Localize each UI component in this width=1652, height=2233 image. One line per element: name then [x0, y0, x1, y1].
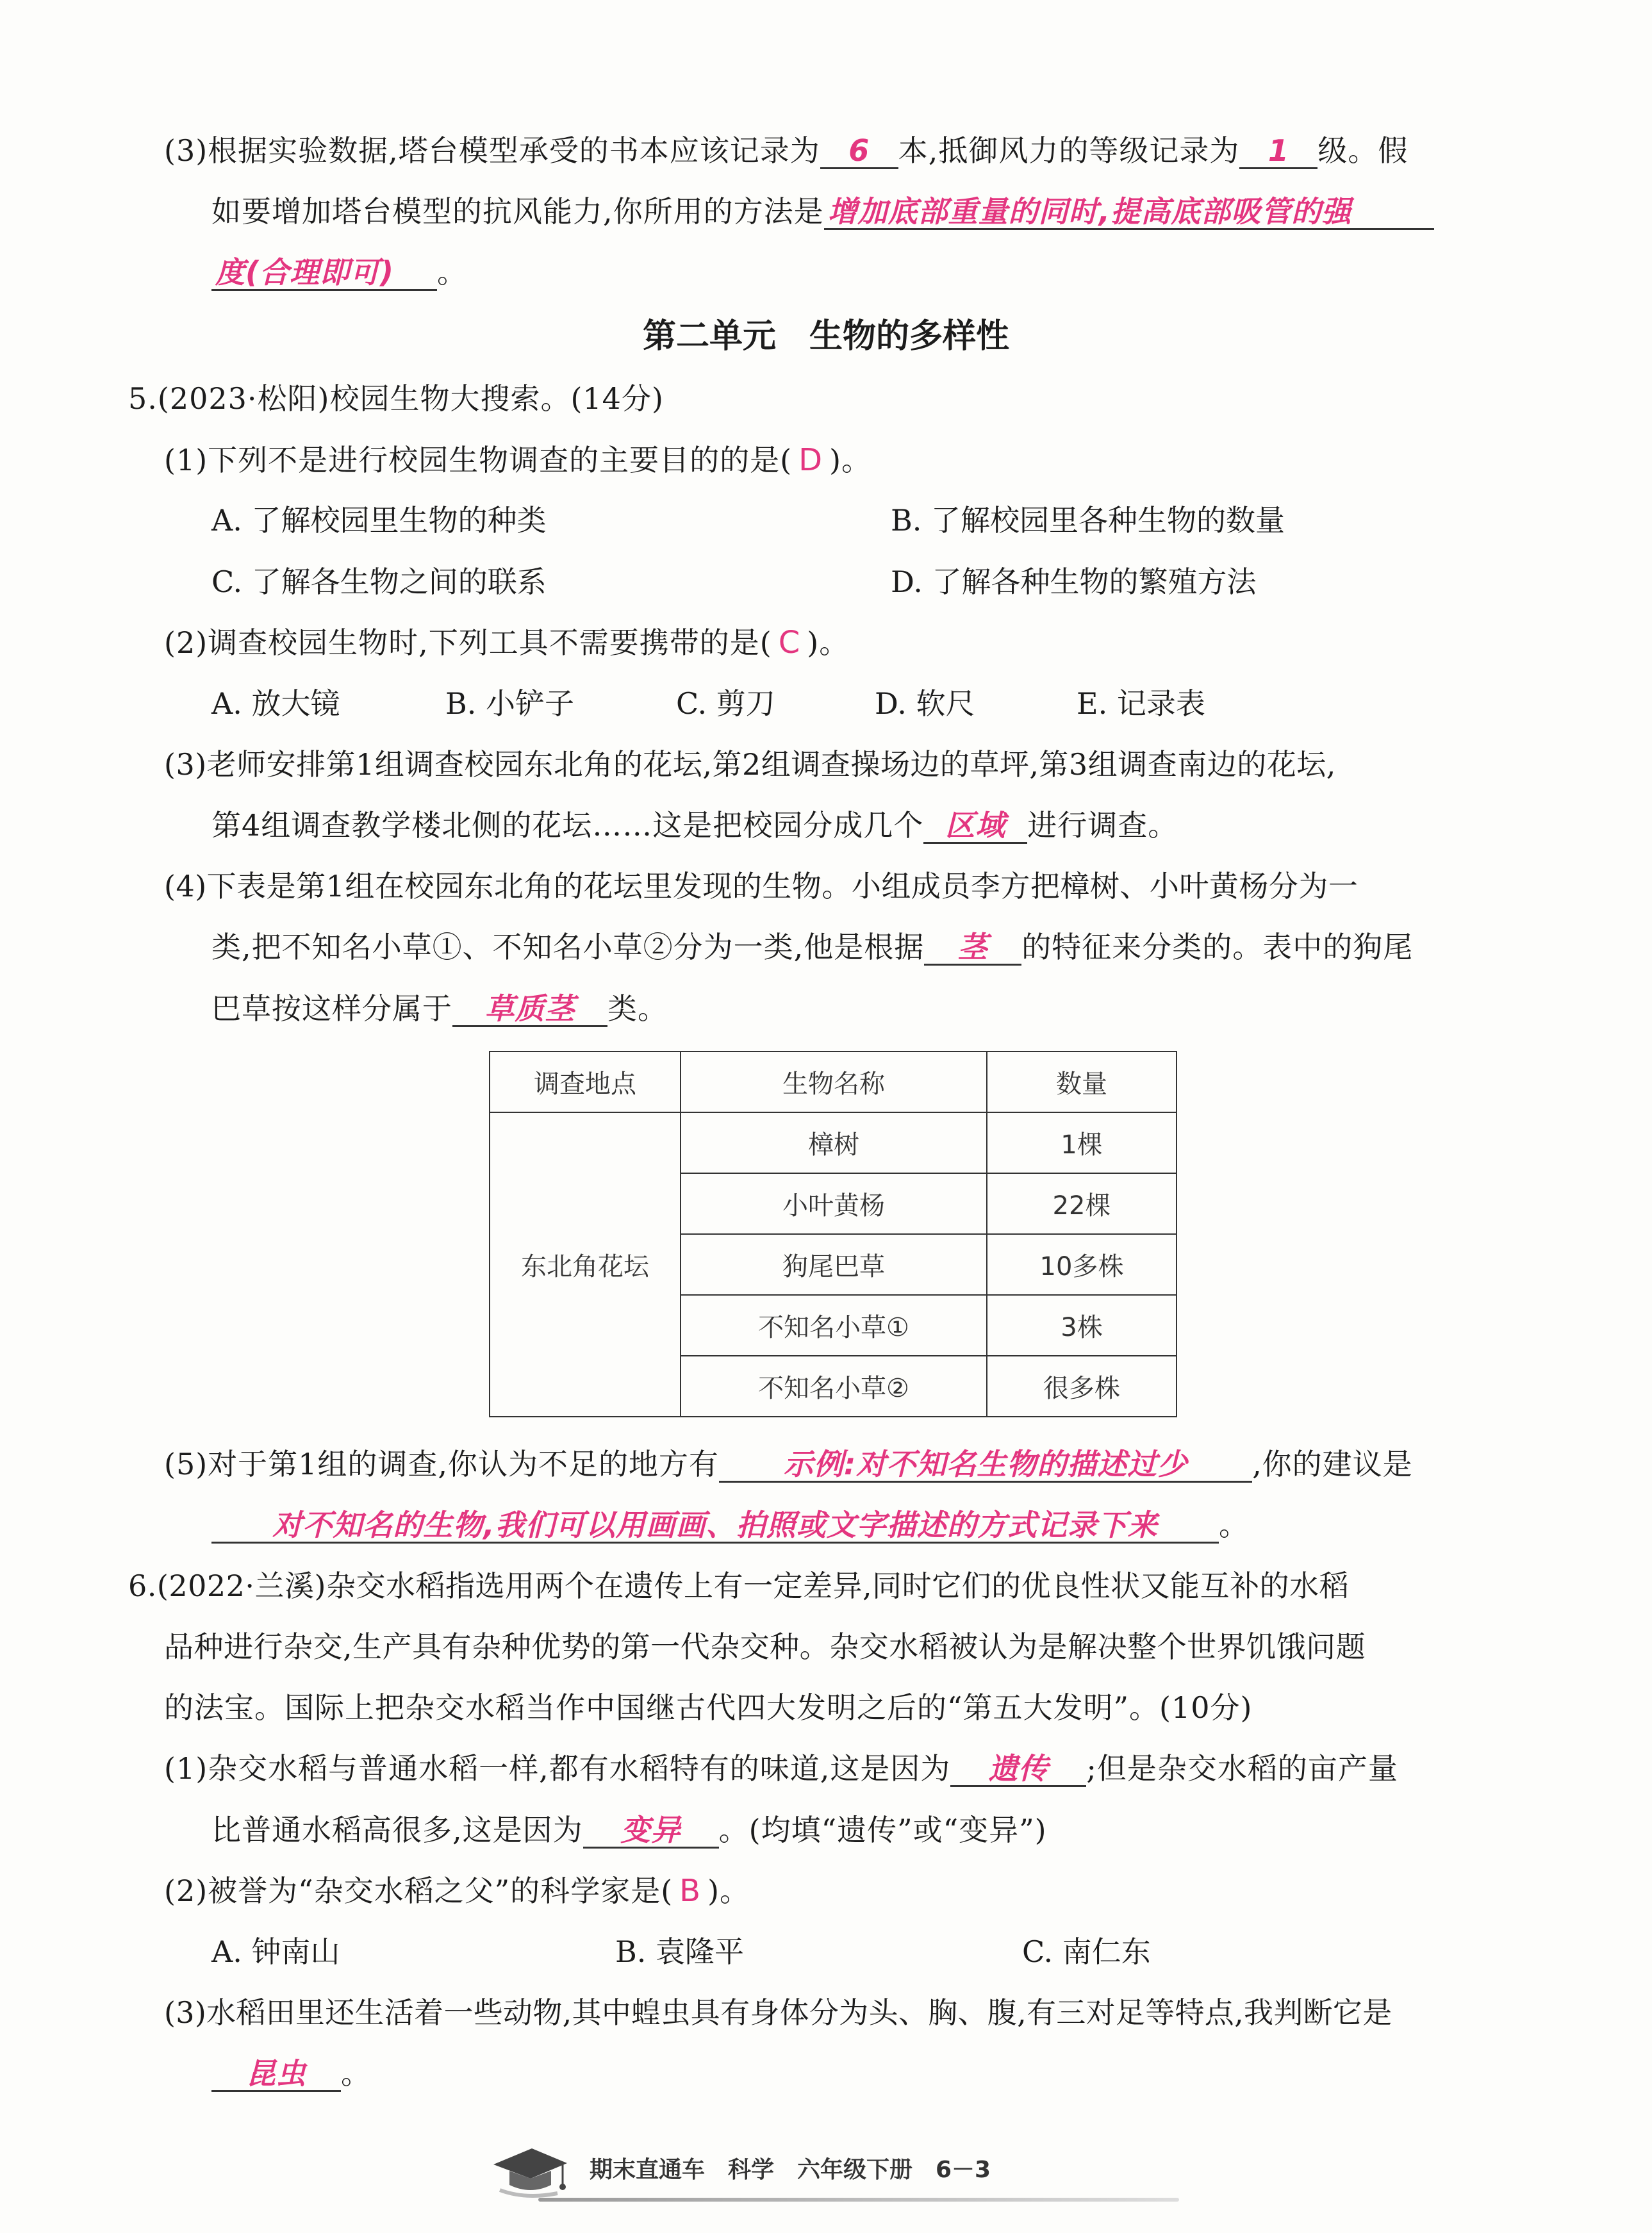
- q6-intro-line3: 的法宝。国际上把杂交水稻当作中国继古代四大发明之后的“第五大发明”。(10分): [164, 1690, 1253, 1725]
- q6-1-answer-1: 遗传: [950, 1752, 1086, 1787]
- table-cell-name: 樟树: [681, 1112, 987, 1173]
- q5-5-line2: 对不知名的生物,我们可以用画画、拍照或文字描述的方式记录下来 。: [211, 1506, 1249, 1544]
- q5-2-option-a: A. 放大镜: [211, 686, 340, 721]
- table-cell-name: 小叶黄杨: [681, 1173, 987, 1234]
- table-header-name: 生物名称: [681, 1051, 987, 1112]
- q6-3-line1: (3)水稻田里还生活着一些动物,其中蝗虫具有身体分为头、胸、腹,有三对足等特点,我判断它是: [164, 1995, 1392, 2030]
- table-cell-name: 不知名小草①: [681, 1295, 987, 1356]
- q6-3-answer: 昆虫: [211, 2057, 341, 2092]
- q4-3-line3: 度(合理即可) 。: [211, 253, 467, 292]
- table-header-row: [490, 1051, 1177, 1112]
- q5-1-option-b: B. 了解校园里各种生物的数量: [891, 503, 1285, 538]
- q6-intro-line1: 6.(2022·兰溪)杂交水稻指选用两个在遗传上有一定差异,同时它们的优良性状又能互补的水稻: [128, 1569, 1350, 1603]
- survey-table: [489, 1051, 1177, 1417]
- table-row: [490, 1112, 1177, 1173]
- q5-2-option-b: B. 小铲子: [445, 686, 575, 721]
- q6-1-answer-2: 变异: [583, 1813, 719, 1849]
- q6-1-line1: (1)杂交水稻与普通水稻一样,都有水稻特有的味道,这是因为 遗传 ;但是杂交水稻的亩产量: [164, 1751, 1398, 1786]
- q5-2-option-e: E. 记录表: [1077, 686, 1205, 721]
- q5-2-option-d: D. 软尺: [875, 686, 975, 721]
- q5-1-option-d: D. 了解各种生物的繁殖方法: [891, 564, 1257, 599]
- q5-4-line1: (4)下表是第1组在校园东北角的花坛里发现的生物。小组成员李方把樟树、小叶黄杨分为一: [164, 869, 1359, 903]
- graduation-cap-icon: [487, 2139, 570, 2203]
- q5-1-option-c: C. 了解各生物之间的联系: [211, 564, 547, 599]
- table-cell-count: 1棵: [987, 1112, 1177, 1173]
- answer-books: 6: [820, 134, 898, 169]
- q6-1-line2: 比普通水稻高很多,这是因为 变异 。(均填“遗传”或“变异”): [211, 1813, 1047, 1847]
- q6-2-option-b: B. 袁隆平: [615, 1934, 745, 1969]
- table-cell-count: 3株: [987, 1295, 1177, 1356]
- table-cell-name: 狗尾巴草: [681, 1234, 987, 1295]
- answer-method: 增加底部重量的同时,提高底部吸管的强: [824, 195, 1434, 230]
- q6-intro-line2: 品种进行杂交,生产具有杂种优势的第一代杂交种。杂交水稻被认为是解决整个世界饥饿问题: [164, 1629, 1366, 1664]
- q5-4-line2: 类,把不知名小草①、不知名小草②分为一类,他是根据 茎 的特征来分类的。表中的狗尾: [211, 930, 1414, 964]
- q5-4-answer-2: 草质茎: [452, 992, 607, 1027]
- q6-2-option-a: A. 钟南山: [211, 1934, 340, 1969]
- q5-3-line2: 第4组调查教学楼北侧的花坛……这是把校园分成几个 区域 进行调查。: [211, 808, 1178, 843]
- footer-divider: [538, 2198, 1179, 2202]
- q5-title: 5.(2023·松阳)校园生物大搜索。(14分): [128, 381, 664, 416]
- answer-method-cont: 度(合理即可): [211, 256, 437, 291]
- q5-1-stem: (1)下列不是进行校园生物调查的主要目的的是( D )。: [164, 442, 872, 478]
- q5-5-answer-1: 示例:对不知名生物的描述过少: [719, 1447, 1252, 1483]
- q6-2-stem: (2)被誉为“杂交水稻之父”的科学家是( B )。: [164, 1873, 750, 1909]
- table-cell-count: 很多株: [987, 1356, 1177, 1417]
- q5-1-answer: D: [798, 442, 823, 478]
- q5-5-answer-2: 对不知名的生物,我们可以用画画、拍照或文字描述的方式记录下来: [211, 1508, 1219, 1544]
- q6-2-answer: B: [679, 1873, 702, 1909]
- table-cell-count: 22棵: [987, 1173, 1177, 1234]
- q6-3-line2: 昆虫 。: [211, 2054, 371, 2093]
- q4-3-line2: 如要增加塔台模型的抗风能力,你所用的方法是 增加底部重量的同时,提高底部吸管的强: [211, 192, 1434, 231]
- table-header-location: 调查地点: [490, 1051, 681, 1112]
- unit-heading: 第二单元 生物的多样性: [642, 317, 1009, 356]
- q5-5-line1: (5)对于第1组的调查,你认为不足的地方有 示例:对不知名生物的描述过少 ,你的建议是: [164, 1447, 1413, 1481]
- page-footer: [487, 2139, 1166, 2209]
- q5-2-option-c: C. 剪刀: [676, 686, 775, 721]
- q5-4-line3: 巴草按这样分属于 草质茎 类。: [211, 991, 668, 1026]
- q6-2-option-c: C. 南仁东: [1022, 1934, 1151, 1969]
- q5-2-answer: C: [778, 625, 801, 661]
- table-header-count: 数量: [987, 1051, 1177, 1112]
- answer-level: 1: [1239, 134, 1317, 169]
- q5-1-option-a: A. 了解校园里生物的种类: [211, 503, 547, 538]
- q5-4-answer-1: 茎: [924, 930, 1021, 966]
- q4-3-line1: (3)根据实验数据,塔台模型承受的书本应该记录为 6 本,抵御风力的等级记录为 1 级。假: [164, 133, 1408, 168]
- table-cell-location: 东北角花坛: [490, 1112, 681, 1417]
- q5-3-line1: (3)老师安排第1组调查校园东北角的花坛,第2组调查操场边的草坪,第3组调查南边的花坛,: [164, 747, 1336, 782]
- q5-2-stem: (2)调查校园生物时,下列工具不需要携带的是( C )。: [164, 625, 850, 661]
- table-cell-name: 不知名小草②: [681, 1356, 987, 1417]
- footer-text: 期末直通车 科学 六年级下册 6－3: [590, 2157, 991, 2183]
- table-cell-count: 10多株: [987, 1234, 1177, 1295]
- q5-3-answer: 区域: [923, 809, 1027, 844]
